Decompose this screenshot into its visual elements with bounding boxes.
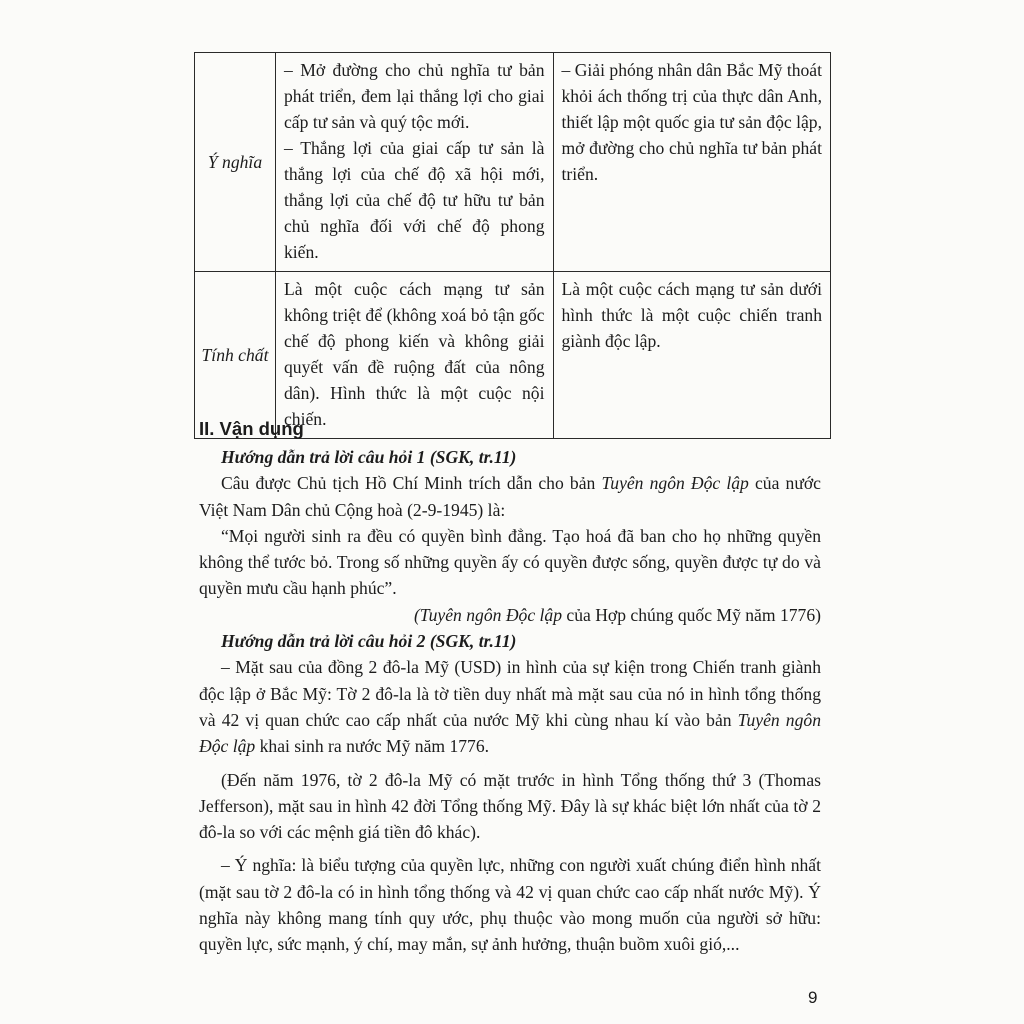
- table-cell-left: [276, 272, 554, 439]
- guide-heading-1: Hướng dẫn trả lời câu hỏi 1 (SGK, tr.11): [221, 447, 517, 467]
- page-number: 9: [808, 988, 818, 1007]
- cell-paragraph: – Giải phóng nhân dân Bắc Mỹ thoát khỏi ách thống trị của thực dân Anh, thiết lập một quốc gia tư sản độc lập, mở đường cho chủ nghĩa tư bản phát triển.: [561, 60, 822, 184]
- body-text: [199, 444, 821, 958]
- answer-paragraph-2: (Đến năm 1976, tờ 2 đô-la Mỹ có mặt trước in hình Tổng thống thứ 3 (Thomas Jefferson), mặt sau in hình 42 đời Tổng thống Mỹ. Đây là sự khác biệt lớn nhất của tờ 2 đô-la so với các mệnh giá tiền đô khác).: [199, 769, 821, 843]
- table-row: [195, 53, 831, 272]
- cell-paragraph: – Mở đường cho chủ nghĩa tư bản phát triển, đem lại thắng lợi cho giai cấp tư sản và quý tộc mới.: [284, 60, 545, 132]
- table-cell-left: [276, 53, 554, 272]
- table-cell-right: [553, 53, 831, 272]
- table-row: [195, 272, 831, 439]
- answer-paragraph-3: – Ý nghĩa: là biểu tượng của quyền lực, những con người xuất chúng điển hình nhất (mặt sau tờ 2 đô-la có in hình tổng thống và 42 vị quan chức cao cấp nhất nước Mỹ). Ý nghĩa này không mang tính quy ước, phụ thuộc vào mong muốn của người sở hữu: quyền lực, sức mạnh, ý chí, may mắn, sự ảnh hưởng, thuận buồm xuôi gió,...: [199, 855, 821, 955]
- cell-paragraph: Là một cuộc cách mạng tư sản không triệt để (không xoá bỏ tận gốc chế độ phong kiến và không giải quyết vấn đề ruộng đất của nông dân). Hình thức là một cuộc nội chiến.: [284, 279, 545, 429]
- answer-paragraph-1: – Mặt sau của đồng 2 đô-la Mỹ (USD) in hình của sự kiện trong Chiến tranh giành độc lập ở Bắc Mỹ: Tờ 2 đô-la là tờ tiền duy nhất mà mặt sau của nó in hình tổng thống và 42 vị quan chức cao cấp nhất của nước Mỹ khi cùng nhau kí vào bản Tuyên ngôn Độc lập khai sinh ra nước Mỹ năm 1776.: [199, 657, 821, 757]
- quote-source: (Tuyên ngôn Độc lập của Hợp chúng quốc Mỹ năm 1776): [413, 604, 821, 625]
- table-cell-right: [553, 272, 831, 439]
- guide-heading-2: Hướng dẫn trả lời câu hỏi 2 (SGK, tr.11): [221, 631, 517, 652]
- comparison-table: [194, 52, 831, 439]
- question1-intro: Câu được Chủ tịch Hồ Chí Minh trích dẫn cho bản Tuyên ngôn Độc lập của nước Việt Nam Dân chủ Cộng hoà (2-9-1945) là:: [199, 473, 821, 520]
- row-label: Tính chất: [195, 272, 276, 439]
- cell-paragraph: Là một cuộc cách mạng tư sản dưới hình thức là một cuộc chiến tranh giành độc lập.: [561, 279, 822, 351]
- quote-paragraph: “Mọi người sinh ra đều có quyền bình đẳng. Tạo hoá đã ban cho họ những quyền không thể tước bỏ. Trong số những quyền ấy có quyền được sống, quyền được tự do và quyền mưu cầu hạnh phúc”.: [199, 525, 821, 599]
- section-title: II. Vận dụng: [199, 418, 304, 439]
- row-label: Ý nghĩa: [195, 53, 276, 272]
- cell-paragraph: – Thắng lợi của giai cấp tư sản là thắng lợi của chế độ xã hội mới, thắng lợi của chế độ tư hữu tư bản chủ nghĩa đối với chế độ phong kiến.: [284, 138, 545, 262]
